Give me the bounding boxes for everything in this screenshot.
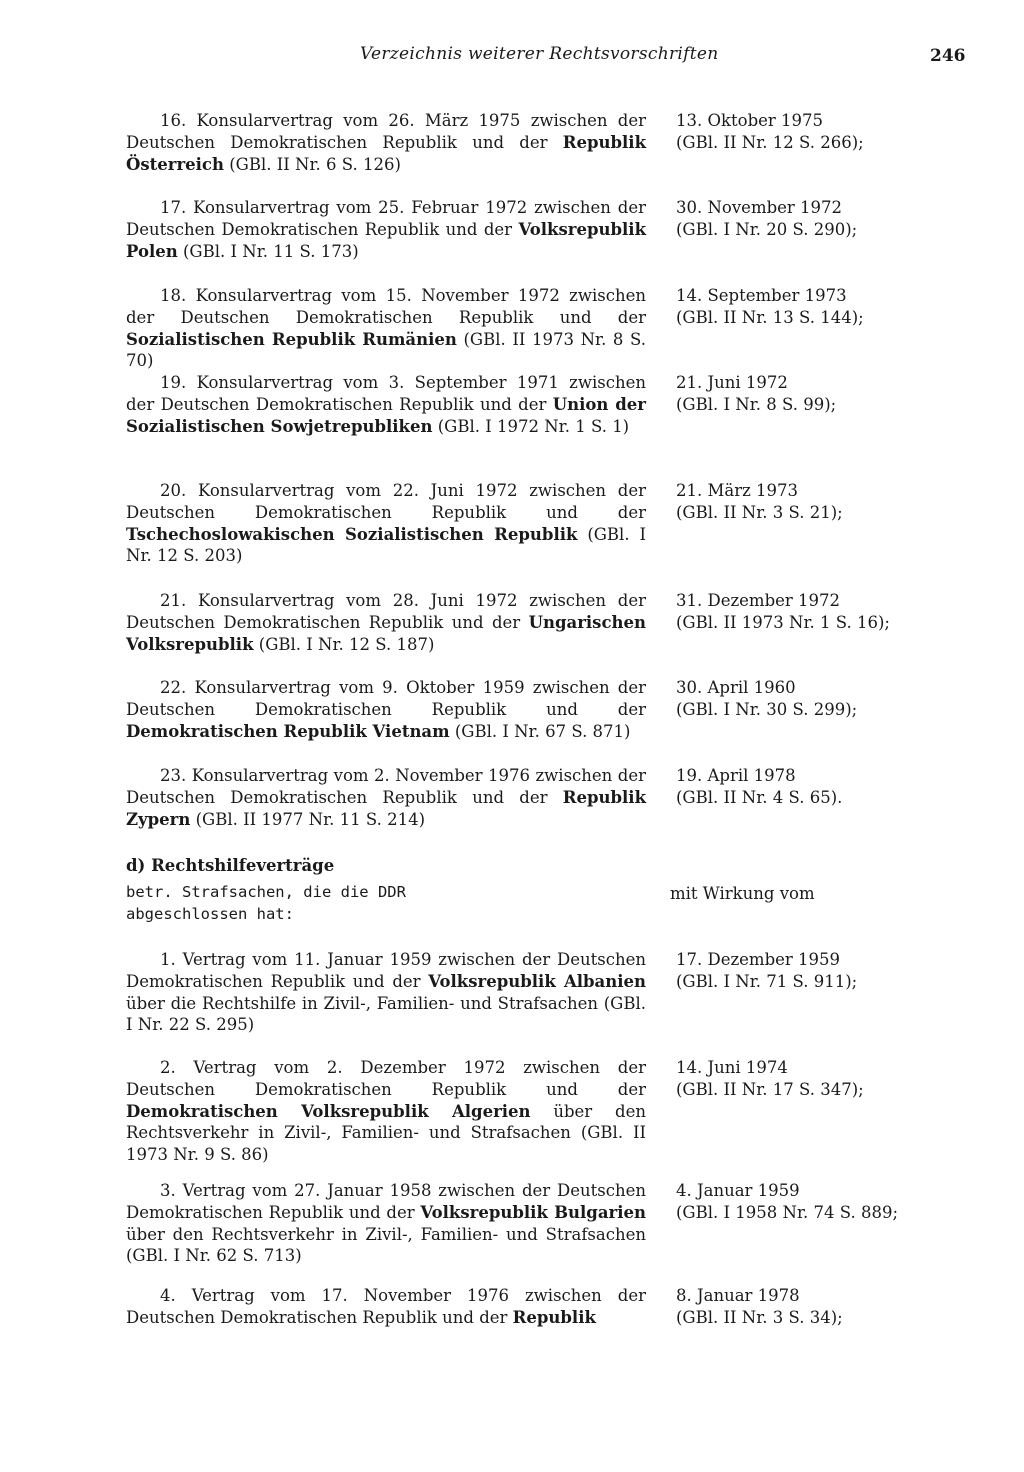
entry-text: 3. Vertrag vom 27. Januar 1958 zwischen der Deutschen Demokratischen Republik und der Volksrepublik Bulgarien über den Rechtsverkehr in Zivil-, Familien- und Strafsachen (GBl. I Nr. 62 S. 713) [126,1181,646,1266]
entry-effective-date: 17. Dezember 1959 (GBl. I Nr. 71 S. 911); [676,950,858,991]
country-name: Volksrepublik Polen [126,219,646,261]
entry-text: 4. Vertrag vom 17. November 1976 zwischen der Deutschen Demokratischen Republik und der Republik [126,1286,646,1327]
country-name: Republik [512,1307,596,1327]
entry-effective-date: 4. Januar 1959 (GBl. I 1958 Nr. 74 S. 889; [676,1181,899,1222]
entry-text: 1. Vertrag vom 11. Januar 1959 zwischen der Deutschen Demokratischen Republik und der Volksrepublik Albanien über die Rechtshilfe in Zivil-, Familien- und Strafsachen (GBl. I Nr. 22 S. 295) [126,950,646,1035]
country-name: Republik Österreich [126,132,646,174]
country-name: Republik Zypern [126,787,646,829]
entry-text: 2. Vertrag vom 2. Dezember 1972 zwischen der Deutschen Demokratischen Republik und der Demokratischen Volksrepublik Algerien über den Rechtsverkehr in Zivil-, Familien- und Strafsachen (GBl. II 1973 Nr. 9 S. 86) [126,1058,646,1165]
country-name: Union der Sozialistischen Sowjetrepubliken [126,394,646,436]
entry-text: 18. Konsularvertrag vom 15. November 1972 zwischen der Deutschen Demokratischen Republik und der Sozialistischen Republik Rumänien (GBl. II 1973 Nr. 8 S. 70) [126,286,646,371]
entry-effective-date: 19. April 1978 (GBl. II Nr. 4 S. 65). [676,766,843,807]
entry-text: 23. Konsularvertrag vom 2. November 1976 zwischen der Deutschen Demokratischen Republik und der Republik Zypern (GBl. II 1977 Nr. 11 S. 214) [126,766,646,829]
country-name: Ungarischen Volksrepublik [126,612,646,654]
column-label: mit Wirkung vom [670,884,815,903]
entry-text: 16. Konsularvertrag vom 26. März 1975 zwischen der Deutschen Demokratischen Republik und der Republik Österreich (GBl. II Nr. 6 S. 126) [126,111,646,174]
country-name: Demokratischen Republik Vietnam [126,721,450,741]
header-title: Verzeichnis weiterer Rechtsvorschriften [360,44,719,64]
entry-effective-date: 31. Dezember 1972 (GBl. II 1973 Nr. 1 S. 16); [676,591,890,632]
page-number: 246 [930,46,966,66]
entry-text: 20. Konsularvertrag vom 22. Juni 1972 zwischen der Deutschen Demokratischen Republik und der Tschechoslowakischen Sozialistischen Republik (GBl. I Nr. 12 S. 203) [126,481,646,566]
entry-text: 19. Konsularvertrag vom 3. September 1971 zwischen der Deutschen Demokratischen Republik und der Union der Sozialistischen Sowjetrepubliken (GBl. I 1972 Nr. 1 S. 1) [126,373,646,436]
entry-effective-date: 30. November 1972 (GBl. I Nr. 20 S. 290); [676,198,858,239]
entry-effective-date: 14. September 1973 (GBl. II Nr. 13 S. 144); [676,286,864,327]
country-name: Sozialistischen Republik Rumänien [126,329,457,349]
entry-effective-date: 21. März 1973 (GBl. II Nr. 3 S. 21); [676,481,843,522]
entry-effective-date: 13. Oktober 1975 (GBl. II Nr. 12 S. 266); [676,111,864,152]
entry-effective-date: 30. April 1960 (GBl. I Nr. 30 S. 299); [676,678,858,719]
entry-effective-date: 21. Juni 1972 (GBl. I Nr. 8 S. 99); [676,373,837,414]
entry-text: 17. Konsularvertrag vom 25. Februar 1972 zwischen der Deutschen Demokratischen Republik und der Volksrepublik Polen (GBl. I Nr. 11 S. 173) [126,198,646,261]
running-header [0,44,1024,74]
country-name: Demokratischen Volksrepublik Algerien [126,1101,531,1121]
entry-effective-date: 14. Juni 1974 (GBl. II Nr. 17 S. 347); [676,1058,864,1099]
entry-effective-date: 8. Januar 1978 (GBl. II Nr. 3 S. 34); [676,1286,843,1327]
country-name: Tschechoslowakischen Sozialistischen Republik [126,524,578,544]
section-description: betr. Strafsachen, die die DDR abgeschlossen hat: [126,883,406,923]
entry-text: 22. Konsularvertrag vom 9. Oktober 1959 zwischen der Deutschen Demokratischen Republik und der Demokratischen Republik Vietnam (GBl. I Nr. 67 S. 871) [126,678,646,741]
section-heading: d) Rechtshilfeverträge [126,856,335,875]
entry-text: 21. Konsularvertrag vom 28. Juni 1972 zwischen der Deutschen Demokratischen Republik und der Ungarischen Volksrepublik (GBl. I Nr. 12 S. 187) [126,591,646,654]
country-name: Volksrepublik Bulgarien [420,1202,646,1222]
country-name: Volksrepublik Albanien [428,971,646,991]
